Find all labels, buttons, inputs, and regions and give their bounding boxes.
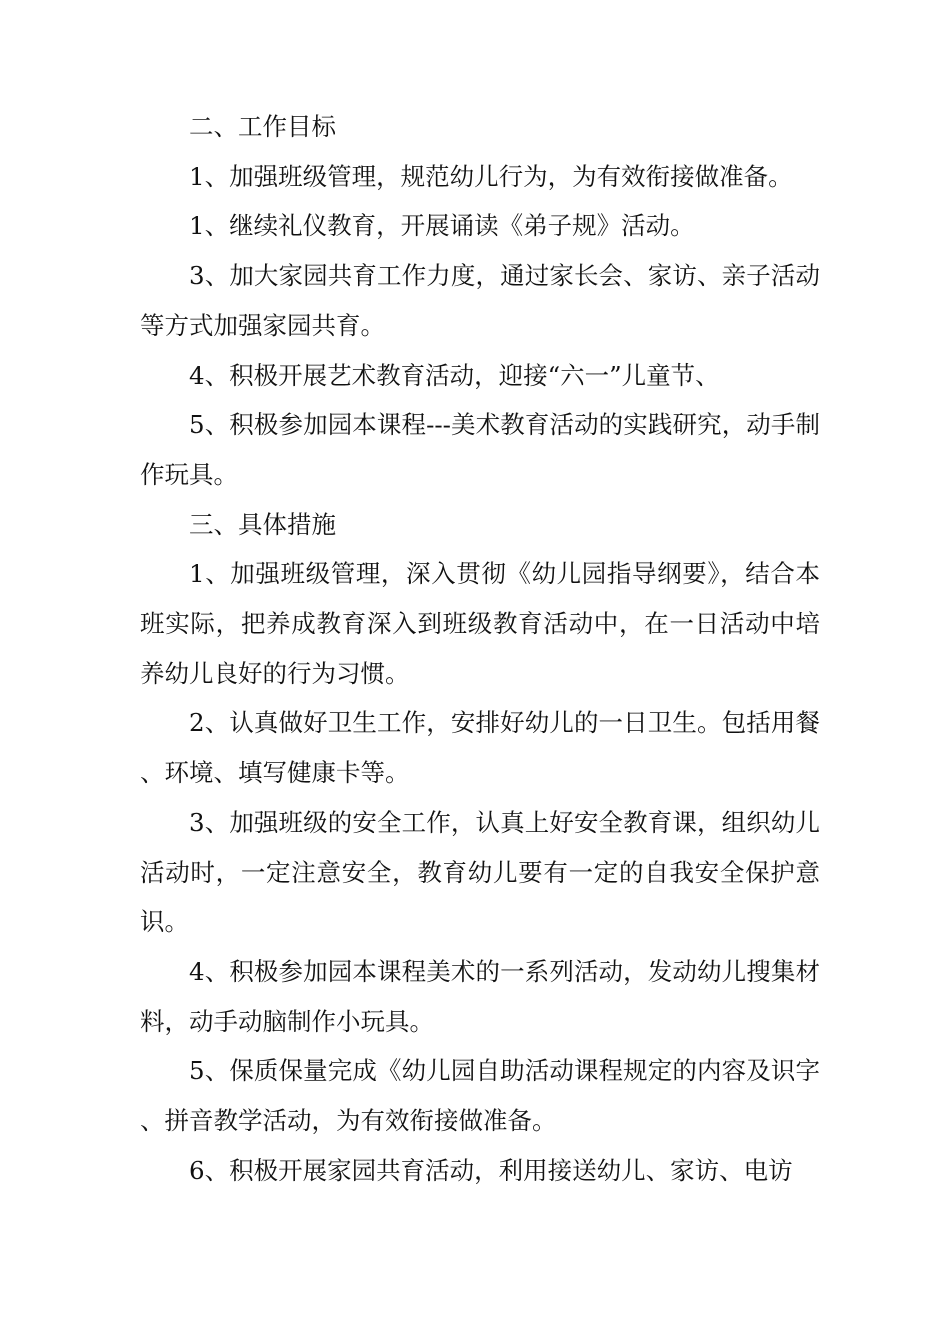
goal-item-4: 4、积极开展艺术教育活动，迎接“六一”儿童节、 — [189, 360, 720, 390]
measure-item-2: 2、认真做好卫生工作，安排好幼儿的一日卫生。包括用餐、环境、填写健康卡等。 — [140, 708, 820, 788]
measure-item-5: 5、保质保量完成《幼儿园自助活动课程规定的内容及识字、拼音教学活动，为有效衔接做准备。 — [140, 1056, 820, 1136]
section-heading-goals: 二、工作目标 — [189, 112, 336, 141]
goal-item-2: 1、继续礼仪教育，开展诵读《弟子规》活动。 — [189, 211, 695, 241]
goal-item-1: 1、加强班级管理，规范幼儿行为，为有效衔接做准备。 — [189, 161, 793, 191]
section-heading-measures: 三、具体措施 — [189, 509, 336, 539]
document-page — [140, 102, 820, 1195]
goal-item-3: 3、加大家园共育工作力度，通过家长会、家访、亲子活动等方式加强家园共育。 — [140, 261, 820, 340]
goal-item-5: 5、积极参加园本课程---美术教育活动的实践研究，动手制作玩具。 — [140, 410, 820, 489]
measure-item-6: 6、积极开展家园共育活动，利用接送幼儿、家访、电访 — [189, 1155, 793, 1185]
measure-item-1: 1、加强班级管理，深入贯彻《幼儿园指导纲要》，结合本班实际，把养成教育深入到班级教育活动中，在一日活动中培养幼儿良好的行为习惯。 — [140, 559, 820, 688]
measure-item-4: 4、积极参加园本课程美术的一系列活动，发动幼儿搜集材料，动手动脑制作小玩具。 — [140, 956, 820, 1036]
measure-item-3: 3、加强班级的安全工作，认真上好安全教育课，组织幼儿活动时，一定注意安全，教育幼儿要有一定的自我安全保护意识。 — [140, 807, 820, 937]
